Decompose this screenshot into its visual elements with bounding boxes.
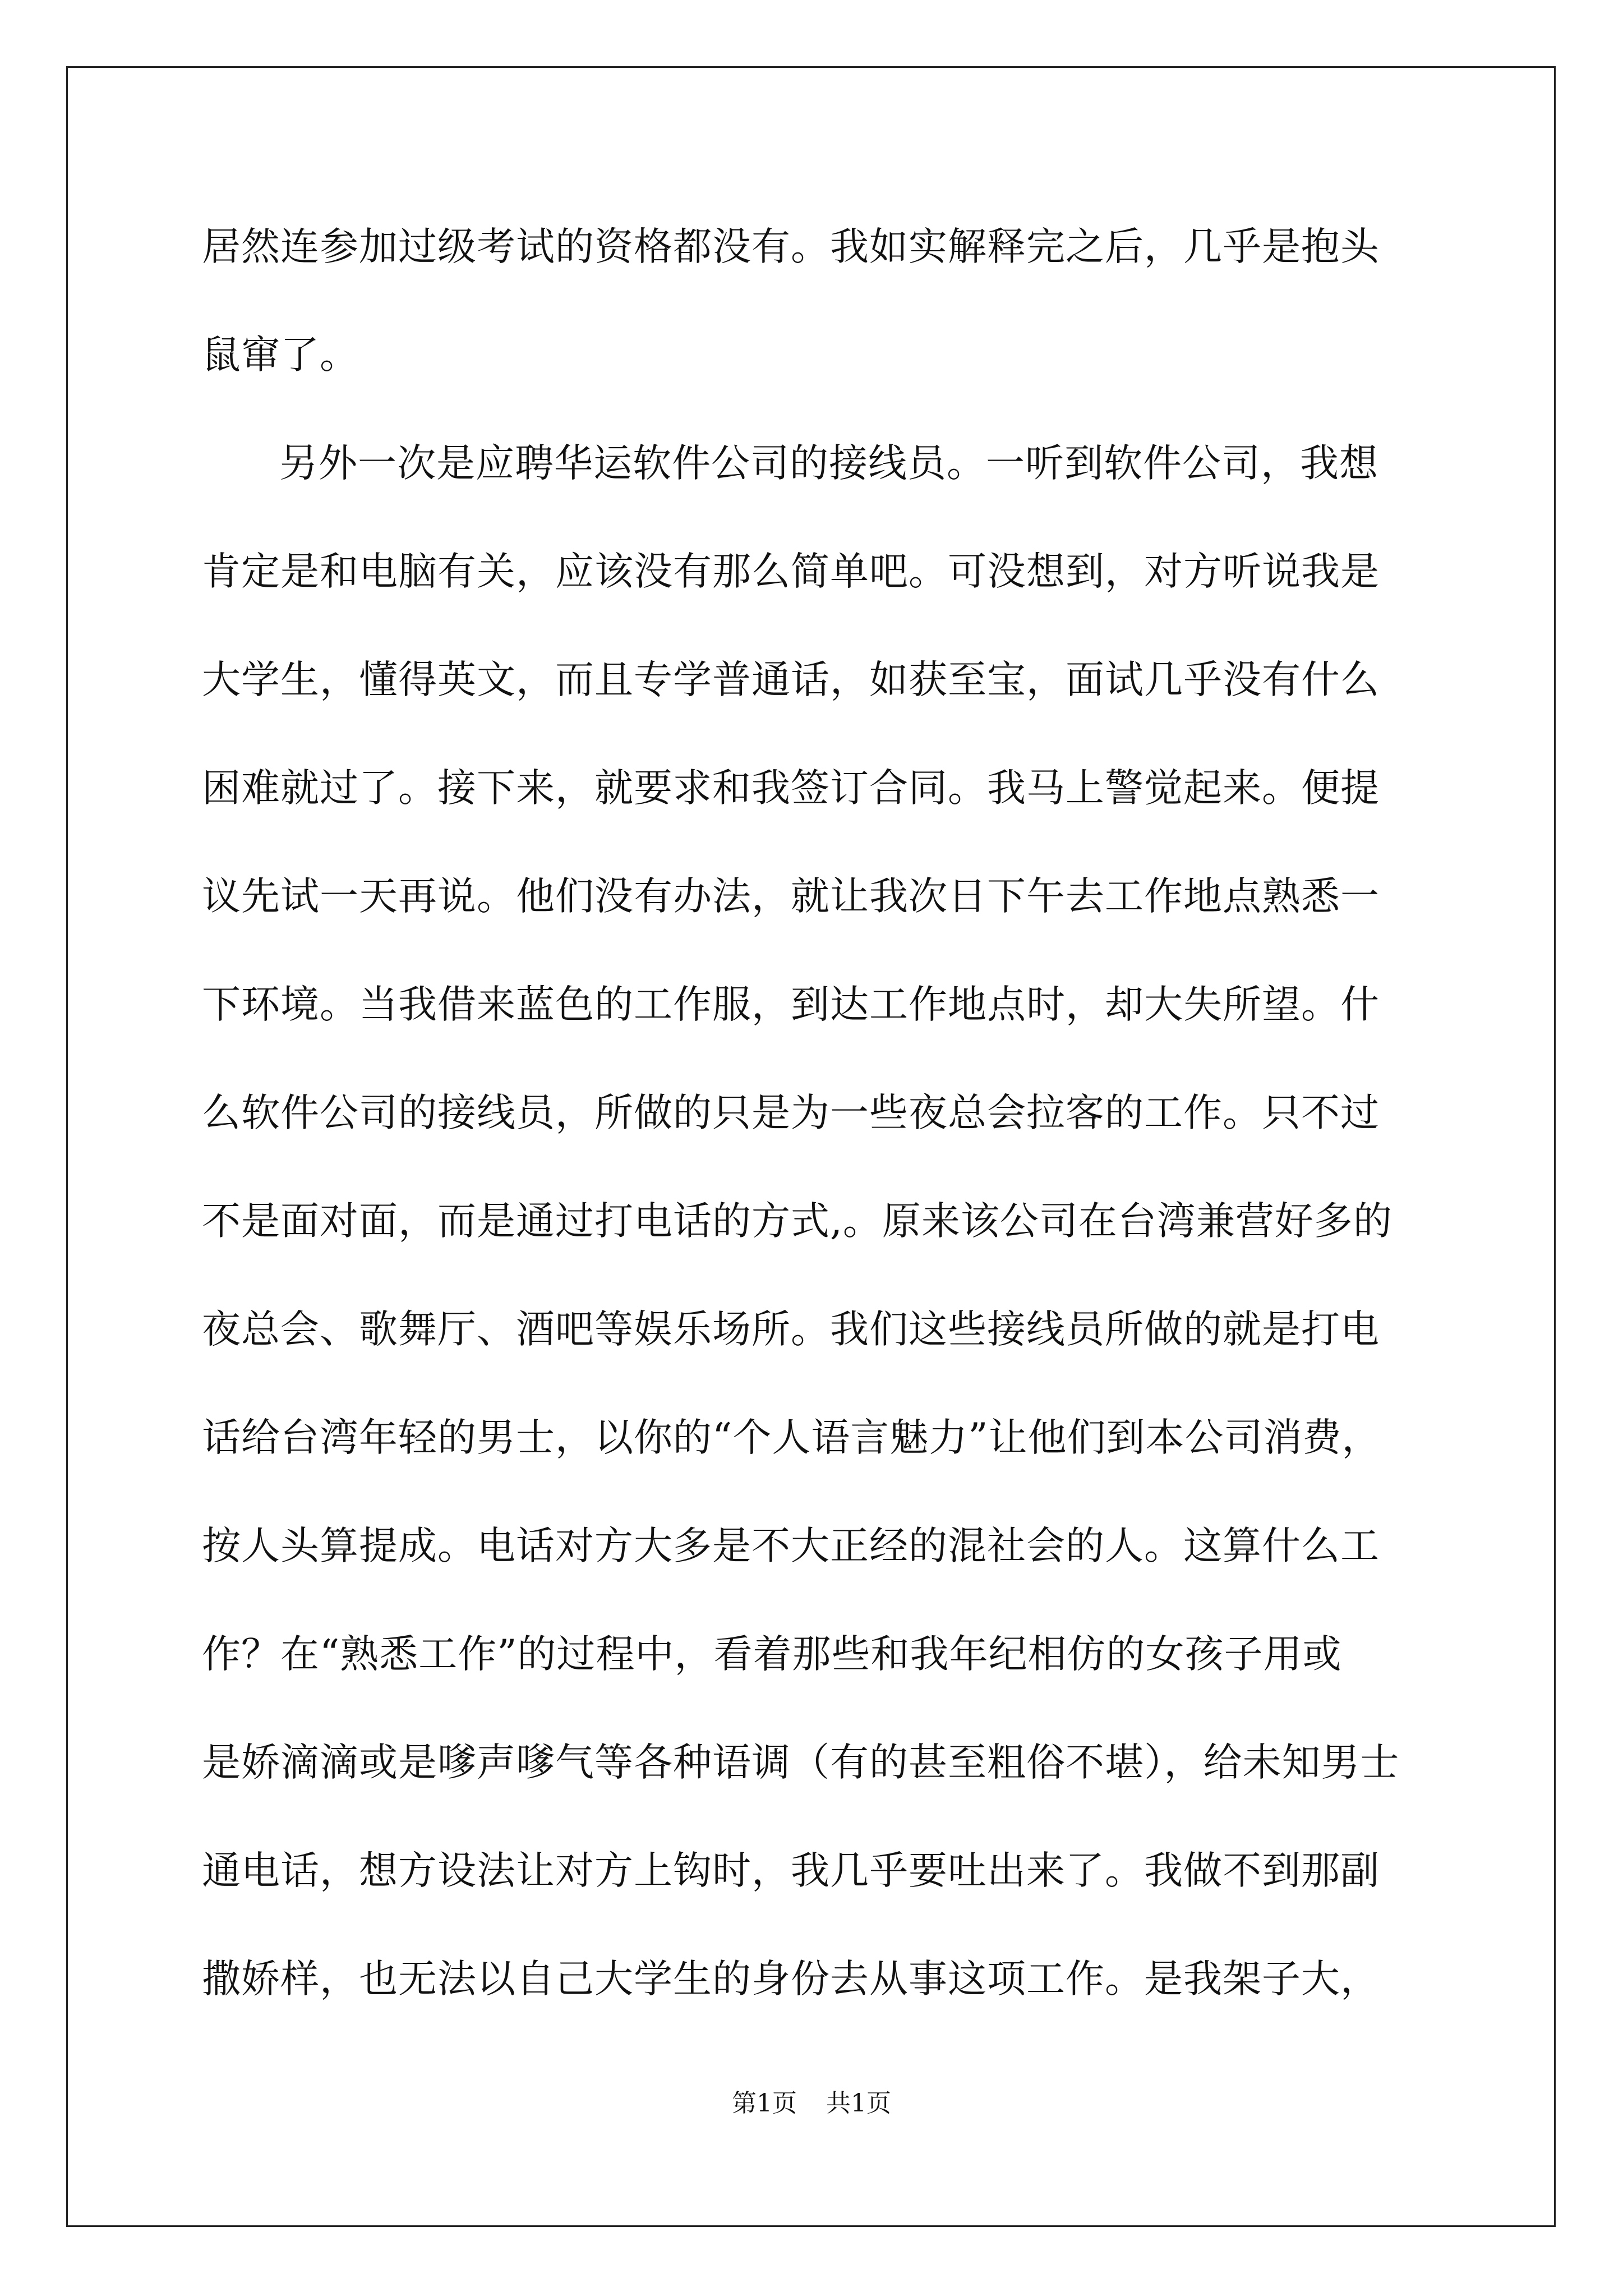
text-line: 肯定是和电脑有关，应该没有那么简单吧。可没想到，对方听说我是 xyxy=(202,549,1380,594)
text-line: 居然连参加过级考试的资格都没有。我如实解释完之后，几乎是抱头 xyxy=(202,224,1380,269)
page-total: 共1页 xyxy=(826,2089,891,2118)
paragraph-first-line: 另外一次是应聘华运软件公司的接线员。一听到软件公司，我想 xyxy=(279,441,1378,486)
text-line: 大学生，懂得英文，而且专学普通话，如获至宝，面试几乎没有什么 xyxy=(202,657,1380,702)
text-line: 通电话，想方设法让对方上钩时，我几乎要吐出来了。我做不到那副 xyxy=(202,1848,1380,1893)
text-line: 按人头算提成。电话对方大多是不大正经的混社会的人。这算什么工 xyxy=(202,1524,1380,1568)
text-line: 话给台湾年轻的男士，以你的“个人语言魅力”让他们到本公司消费， xyxy=(202,1415,1381,1460)
text-line: 鼠窜了。 xyxy=(202,333,359,378)
text-line: 撒娇样，也无法以自己大学生的身份去从事这项工作。是我架子大， xyxy=(202,1957,1380,2001)
text-line: 是娇滴滴或是嗲声嗲气等各种语调（有的甚至粗俗不堪），给未知男士 xyxy=(202,1740,1400,1785)
text-line: 下环境。当我借来蓝色的工作服，到达工作地点时，却大失所望。什 xyxy=(202,982,1380,1027)
text-line: 困难就过了。接下来，就要求和我签订合同。我马上警觉起来。便提 xyxy=(202,766,1380,811)
text-line: 作？在“熟悉工作”的过程中，看着那些和我年纪相仿的女孩子用或 xyxy=(202,1632,1342,1677)
page-footer xyxy=(0,2087,1623,2120)
text-line: 议先试一天再说。他们没有办法，就让我次日下午去工作地点熟悉一 xyxy=(202,874,1380,919)
text-line: 夜总会、歌舞厅、酒吧等娱乐场所。我们这些接线员所做的就是打电 xyxy=(202,1307,1380,1352)
text-line: 么软件公司的接线员，所做的只是为一些夜总会拉客的工作。只不过 xyxy=(202,1091,1380,1135)
text-line: 不是面对面，而是通过打电话的方式,。原来该公司在台湾兼营好多的 xyxy=(202,1199,1393,1244)
page-number: 第1页 xyxy=(732,2089,797,2118)
